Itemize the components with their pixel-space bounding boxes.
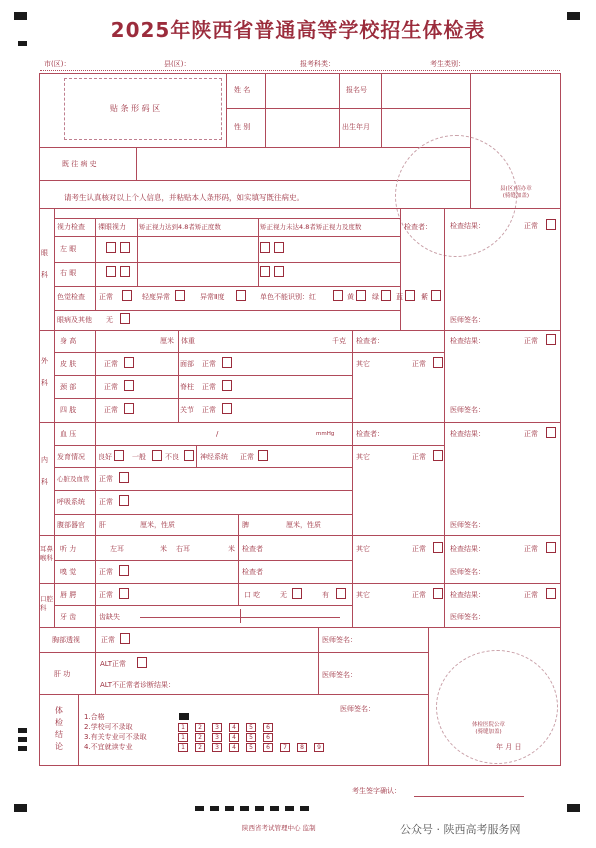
yellow-label: 黄 (347, 293, 354, 301)
color-weak-label: 轻度异常 (142, 293, 170, 301)
row4-code-box[interactable]: 1 (178, 743, 188, 752)
dev-good-label: 良好 (98, 453, 112, 461)
chest-normal-label: 正常 (101, 636, 115, 644)
purple-checkbox[interactable] (431, 290, 441, 301)
candidate-sign-label: 考生签字确认： (352, 787, 401, 795)
timing-mark (18, 728, 27, 733)
stutter-label: 口 吃 (244, 591, 261, 599)
spine-label: 脊柱 (180, 383, 194, 391)
dev-fair-label: 一般 (132, 453, 146, 461)
gender-label: 性 别 (234, 123, 251, 131)
color-abn2-checkbox[interactable] (236, 290, 246, 301)
color-normal-label: 正常 (99, 293, 113, 301)
stutter-yes-label: 有 (322, 591, 329, 599)
joints-normal-checkbox[interactable] (222, 403, 232, 414)
left-ear-unit: 米 (160, 545, 167, 553)
watermark-text: 公众号 · 陕西高考服务网 (400, 823, 521, 836)
joints-label: 关节 (180, 406, 194, 414)
ent-others-normal-checkbox[interactable] (433, 542, 443, 553)
oral-result-normal-checkbox[interactable] (546, 588, 556, 599)
row3-code-box[interactable]: 3 (212, 733, 222, 742)
conclusion-doctor-label: 医师签名： (340, 705, 375, 713)
skin-normal-label: 正常 (104, 360, 118, 368)
oral-result-label: 检查结果： (450, 591, 485, 599)
eye-result-normal-label: 正常 (524, 222, 538, 230)
row2-code-box[interactable]: 4 (229, 723, 239, 732)
teeth-label: 牙 齿 (60, 613, 77, 621)
ent-result-normal-checkbox[interactable] (546, 542, 556, 553)
corr-ok-label: 矫正视力达到4.8者矫正度数 (139, 223, 221, 231)
height-cm-label: 厘米 (160, 337, 174, 345)
left-corr-box-2[interactable] (274, 242, 284, 253)
naked-vision-label: 裸眼视力 (98, 223, 126, 231)
bp-unit: mmHg (316, 431, 335, 437)
liver-doctor-label: 医师签名： (322, 671, 357, 679)
dev-poor-checkbox[interactable] (184, 450, 194, 461)
face-normal-label: 正常 (202, 360, 216, 368)
abdomen-label: 腹部器官 (57, 521, 85, 529)
blue-checkbox[interactable] (405, 290, 415, 301)
stutter-none-label: 无 (280, 591, 287, 599)
oral-result-normal-label: 正常 (524, 591, 538, 599)
birth-label: 出生年月 (342, 123, 370, 131)
skin-label: 皮 肤 (60, 360, 77, 368)
row3-code-box[interactable]: 6 (263, 733, 273, 742)
county-stamp-area (395, 135, 517, 257)
internal-result-normal-label: 正常 (524, 430, 538, 438)
eye-result-normal-checkbox[interactable] (546, 219, 556, 230)
internal-result-normal-checkbox[interactable] (546, 427, 556, 438)
eye-doctor-label: 医师签名： (450, 316, 485, 324)
nerve-normal-checkbox[interactable] (258, 450, 268, 461)
row4-code-box[interactable]: 4 (229, 743, 239, 752)
oral-doctor-label: 医师签名： (450, 613, 485, 621)
dev-poor-label: 不良 (165, 453, 179, 461)
row3-code-box[interactable]: 5 (246, 733, 256, 742)
right-corr-box-2[interactable] (274, 266, 284, 277)
heart-normal-checkbox[interactable] (119, 472, 129, 483)
smell-label: 嗅 觉 (60, 568, 77, 576)
right-eye-label: 右 眼 (60, 269, 77, 277)
right-ear-unit: 米 (228, 545, 235, 553)
right-ear-label: 右耳 (176, 545, 190, 553)
liver-cm-label: 厘米，性质 (140, 521, 175, 529)
row2-code-box[interactable]: 6 (263, 723, 273, 732)
row3-code-box[interactable]: 1 (178, 733, 188, 742)
eye-other-label: 眼病及其他 (57, 316, 92, 324)
notice-text: 请考生认真核对以上个人信息，并粘贴本人条形码，如实填写既往病史。 (64, 193, 304, 202)
conclusion-date-label: 年 月 日 (496, 743, 522, 751)
conclusion-pass-label: 1.合格 (84, 713, 105, 721)
eye-result-label: 检查结果： (450, 222, 485, 230)
timing-mark (285, 806, 294, 811)
right-corr-box-1[interactable] (260, 266, 270, 277)
alt-abnormal-label: ALT不正常者诊断结果： (100, 681, 176, 689)
neck-label: 颈 部 (60, 383, 77, 391)
nerve-normal-label: 正常 (240, 453, 254, 461)
smell-normal-checkbox[interactable] (119, 565, 129, 576)
timing-mark (210, 806, 219, 811)
barcode-label: 贴 条 形 码 区 (110, 104, 161, 113)
right-naked-box-2[interactable] (120, 266, 130, 277)
joints-normal-label: 正常 (202, 406, 216, 414)
ent-examiner-label-2: 检查者 (242, 568, 263, 576)
spleen-cm-label: 厘米，性质 (286, 521, 321, 529)
dev-good-checkbox[interactable] (114, 450, 124, 461)
left-naked-box-1[interactable] (106, 242, 116, 253)
row4-code-box[interactable]: 2 (195, 743, 205, 752)
surgery-result-normal-label: 正常 (524, 337, 538, 345)
internal-doctor-label: 医师签名： (450, 521, 485, 529)
internal-result-label: 检查结果： (450, 430, 485, 438)
conclusion-school-label: 2.学校可不录取 (84, 723, 133, 731)
skin-normal-checkbox[interactable] (124, 357, 134, 368)
neck-normal-label: 正常 (104, 383, 118, 391)
lips-normal-checkbox[interactable] (119, 588, 129, 599)
surgery-section-label: 外 科 (41, 357, 48, 387)
row4-code-box[interactable]: 9 (314, 743, 324, 752)
resp-normal-checkbox[interactable] (119, 495, 129, 506)
conclusion-pass-mark[interactable] (179, 713, 189, 720)
row3-code-box[interactable]: 4 (229, 733, 239, 742)
limbs-normal-checkbox[interactable] (124, 403, 134, 414)
neck-normal-checkbox[interactable] (124, 380, 134, 391)
name-field[interactable] (266, 74, 338, 107)
gender-field[interactable] (266, 109, 338, 146)
row2-code-box[interactable]: 5 (246, 723, 256, 732)
stutter-yes-checkbox[interactable] (336, 588, 346, 599)
internal-others-normal-checkbox[interactable] (433, 450, 443, 461)
resp-normal-label: 正常 (99, 498, 113, 506)
candidate-sign-line[interactable] (414, 796, 524, 797)
green-label: 绿 (372, 293, 379, 301)
oral-others-normal-label: 正常 (412, 591, 426, 599)
left-eye-label: 左 眼 (60, 245, 77, 253)
eye-section-label: 眼 科 (41, 249, 48, 279)
color-weak-checkbox[interactable] (175, 290, 185, 301)
history-label: 既 往 病 史 (62, 160, 97, 168)
timing-mark (18, 746, 27, 751)
right-naked-box-1[interactable] (106, 266, 116, 277)
liver-label: 肝 (99, 521, 106, 529)
chest-normal-checkbox[interactable] (120, 633, 130, 644)
row2-code-box[interactable]: 1 (178, 723, 188, 732)
county-stamp-label: 县(区)招办章 (骑缝加盖) (500, 186, 532, 199)
mono-color-label: 单色不能识别：红 (260, 293, 316, 301)
surgery-examiner-label: 检查者： (356, 337, 384, 345)
ent-section-label: 耳鼻 喉科 (40, 545, 53, 562)
smell-normal-label: 正常 (99, 568, 113, 576)
timing-mark (225, 806, 234, 811)
color-abn2-label: 异常Ⅱ度 (200, 293, 225, 301)
row4-code-box[interactable]: 5 (246, 743, 256, 752)
ent-result-normal-label: 正常 (524, 545, 538, 553)
vision-label: 视力检查 (57, 223, 85, 231)
corr-no-label: 矫正视力未达4.8者矫正视力及度数 (260, 223, 362, 231)
eye-examiner-label: 检查者： (404, 223, 432, 231)
spine-normal-label: 正常 (202, 383, 216, 391)
ent-result-label: 检查结果： (450, 545, 485, 553)
row4-code-box[interactable]: 7 (280, 743, 290, 752)
development-label: 发育情况 (57, 453, 85, 461)
ent-others-label: 其它 (356, 545, 370, 553)
oral-others-label: 其它 (356, 591, 370, 599)
limbs-normal-label: 正常 (104, 406, 118, 414)
chest-xray-label: 胸部透视 (52, 636, 80, 644)
timing-mark (255, 806, 264, 811)
row4-code-box[interactable]: 3 (212, 743, 222, 752)
row2-code-box[interactable]: 2 (195, 723, 205, 732)
yellow-checkbox[interactable] (356, 290, 366, 301)
surgery-result-normal-checkbox[interactable] (546, 334, 556, 345)
surgery-doctor-label: 医师签名： (450, 406, 485, 414)
lips-label: 唇 腭 (60, 591, 77, 599)
conclusion-section-label: 体 检 结 论 (55, 706, 63, 751)
registration-mark-br (567, 804, 580, 812)
surgery-others-normal-label: 正常 (412, 360, 426, 368)
bp-slash: / (216, 430, 219, 438)
row4-code-box[interactable]: 8 (297, 743, 307, 752)
face-label: 面部 (180, 360, 194, 368)
heart-label: 心脏及血管 (57, 475, 90, 483)
internal-others-label: 其它 (356, 453, 370, 461)
city-label: 市(区)： (44, 60, 71, 68)
weight-label: 体重 (181, 337, 195, 345)
surgery-result-label: 检查结果： (450, 337, 485, 345)
conclusion-major-label: 3.有关专业可不录取 (84, 733, 147, 741)
timing-mark (270, 806, 279, 811)
left-ear-label: 左耳 (110, 545, 124, 553)
internal-examiner-label: 检查者： (356, 430, 384, 438)
category-label: 考生类别： (430, 60, 465, 68)
ent-examiner-label-1: 检查者 (242, 545, 263, 553)
purple-label: 紫 (421, 293, 428, 301)
limbs-label: 四 肢 (60, 406, 77, 414)
alt-normal-label: ALT正常 (100, 660, 127, 668)
name-label: 姓 名 (234, 86, 251, 94)
subject-label: 报考科类： (300, 60, 335, 68)
hearing-label: 听 力 (60, 545, 77, 553)
teeth-missing-label: 齿缺失 (99, 613, 120, 621)
surgery-others-normal-checkbox[interactable] (433, 357, 443, 368)
row2-code-box[interactable]: 3 (212, 723, 222, 732)
left-corr-box-1[interactable] (260, 242, 270, 253)
liver-fn-label: 肝 功 (54, 670, 71, 678)
ent-doctor-label: 医师签名： (450, 568, 485, 576)
face-normal-checkbox[interactable] (222, 357, 232, 368)
teeth-chart-v (240, 609, 241, 623)
chest-doctor-label: 医师签名： (322, 636, 357, 644)
ent-others-normal-label: 正常 (412, 545, 426, 553)
timing-mark (18, 737, 27, 742)
weight-kg-label: 千克 (332, 337, 346, 345)
conclusion-unfit-label: 4.不宜就读专业 (84, 743, 133, 751)
exam-no-label: 报名号 (346, 86, 367, 94)
surgery-others-label: 其它 (356, 360, 370, 368)
timing-mark (240, 806, 249, 811)
resp-label: 呼吸系统 (57, 498, 85, 506)
registration-mark-bl (14, 804, 27, 812)
spleen-label: 脾 (242, 521, 249, 529)
internal-others-normal-label: 正常 (412, 453, 426, 461)
red-checkbox[interactable] (333, 290, 343, 301)
green-checkbox[interactable] (381, 290, 391, 301)
eye-other-none-checkbox[interactable] (120, 313, 130, 324)
internal-section-label: 内 科 (41, 456, 48, 486)
form-title: 2025年陕西省普通高等学校招生体检表 (110, 18, 486, 42)
spine-normal-checkbox[interactable] (222, 380, 232, 391)
lips-normal-label: 正常 (99, 591, 113, 599)
heart-normal-label: 正常 (99, 475, 113, 483)
oral-others-normal-checkbox[interactable] (433, 588, 443, 599)
height-label: 身 高 (60, 337, 77, 345)
left-naked-box-2[interactable] (120, 242, 130, 253)
nerve-label: 神经系统 (200, 453, 228, 461)
alt-normal-checkbox[interactable] (137, 657, 147, 668)
issuer-label: 陕西省考试管理中心 监制 (242, 824, 316, 832)
exam-no-field[interactable] (382, 74, 469, 107)
row4-code-box[interactable]: 6 (263, 743, 273, 752)
timing-mark (195, 806, 204, 811)
county-label: 县(区)： (164, 60, 191, 68)
blue-label: 蓝 (396, 293, 403, 301)
bp-label: 血 压 (60, 430, 77, 438)
eye-other-none-label: 无 (106, 316, 113, 324)
dev-fair-checkbox[interactable] (152, 450, 162, 461)
row3-code-box[interactable]: 2 (195, 733, 205, 742)
color-normal-checkbox[interactable] (122, 290, 132, 301)
hospital-stamp-label: 体检医院公章 (骑缝加盖) (472, 722, 506, 735)
oral-section-label: 口腔科 (40, 595, 53, 612)
color-vision-label: 色觉检查 (57, 293, 85, 301)
timing-mark (300, 806, 309, 811)
stutter-none-checkbox[interactable] (292, 588, 302, 599)
